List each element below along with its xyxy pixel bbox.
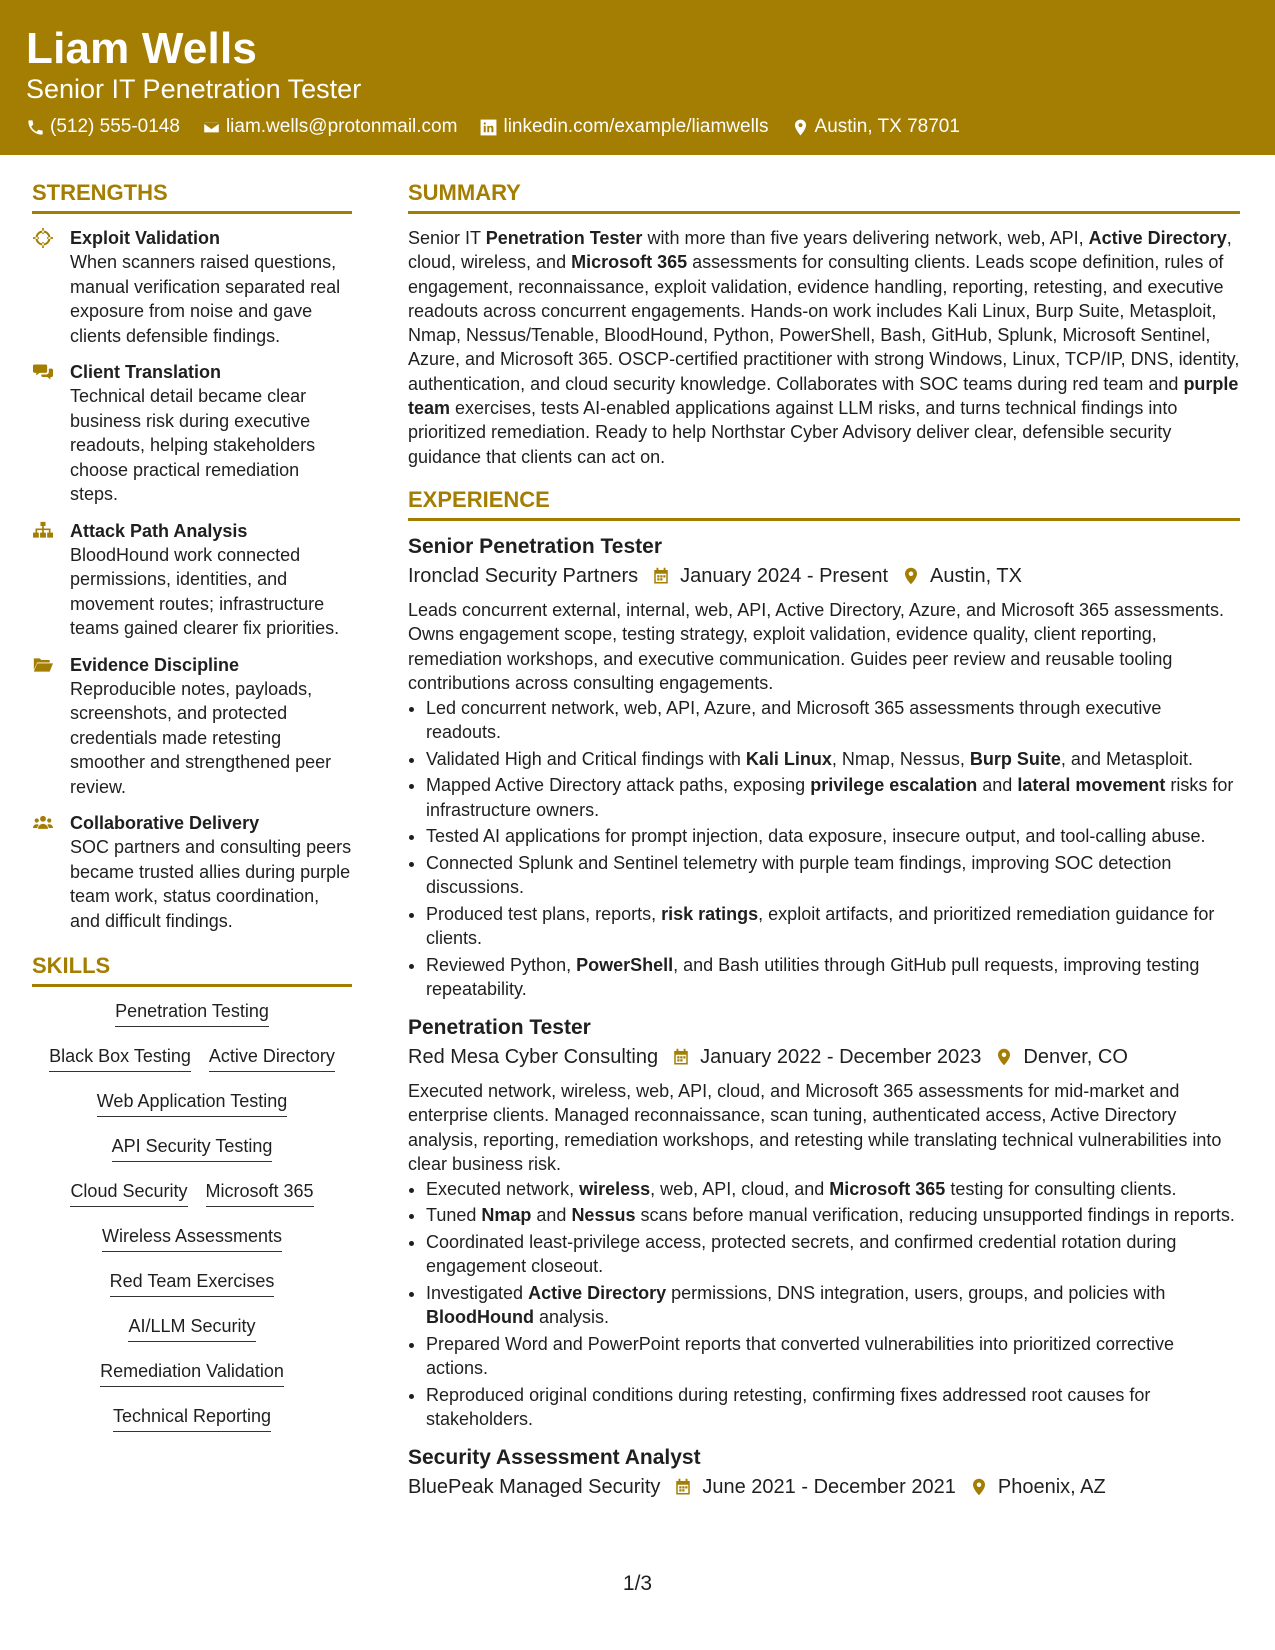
job-bullets xyxy=(408,696,1240,1002)
job-bullet: • Coordinated least-privilege access, protected secrets, and confirmed credential rotation during engagement closeout. xyxy=(426,1230,1240,1279)
skill-tag: Cloud Security xyxy=(70,1179,187,1207)
job-description: Leads concurrent external, internal, web, API, Active Directory, Azure, and Microsoft 365 assessments. Owns engagement scope, testing strategy, exploit validation, evidence quality, client reporting, remediation workshops, and executive communication. Guides peer review and reusable tooling contributions across consulting engagements. xyxy=(408,599,1225,694)
skill-tag: Microsoft 365 xyxy=(206,1179,314,1207)
linkedin-text: linkedin.com/example/liamwells xyxy=(503,116,769,137)
strength-item xyxy=(32,519,352,641)
job-bullet: • Investigated Active Directory permissions, DNS integration, users, groups, and policies with BloodHound analysis. xyxy=(426,1281,1240,1330)
strength-desc: Reproducible notes, payloads, screenshots, and protected credentials made retesting smoother and strengthened peer review. xyxy=(70,678,332,797)
skill-tag: API Security Testing xyxy=(112,1134,273,1162)
strength-desc: BloodHound work connected permissions, identities, and movement routes; infrastructure teams gained clearer fix priorities. xyxy=(70,544,340,638)
map-pin-icon xyxy=(902,566,920,586)
job-dates: January 2022 - December 2023 xyxy=(700,1045,982,1068)
comments-icon xyxy=(32,362,54,382)
job-entry xyxy=(408,1014,1240,1432)
skill-tag: Black Box Testing xyxy=(49,1044,191,1072)
job-bullet: • Prepared Word and PowerPoint reports that converted vulnerabilities into prioritized corrective actions. xyxy=(426,1332,1240,1381)
job-title: Penetration Tester xyxy=(408,1015,591,1039)
strengths-heading: STRENGTHS xyxy=(32,180,352,214)
strength-item xyxy=(32,360,352,507)
job-title: Senior Penetration Tester xyxy=(408,534,663,558)
job-bullet: • Reviewed Python, PowerShell, and Bash utilities through GitHub pull requests, improving testing repeatability. xyxy=(426,953,1240,1002)
skill-tag: Remediation Validation xyxy=(100,1359,284,1387)
strength-desc: Technical detail became clear business risk during executive readouts, helping stakeholders choose practical remediation steps. xyxy=(70,386,316,504)
strength-item xyxy=(32,226,352,348)
contact-phone[interactable] xyxy=(26,116,180,138)
skill-tag: Penetration Testing xyxy=(115,999,269,1027)
calendar-icon xyxy=(652,566,670,586)
job-bullet: • Tested AI applications for prompt injection, data exposure, insecure output, and tool-calling abuse. xyxy=(426,824,1240,849)
job-bullet: • Tuned Nmap and Nessus scans before manual verification, reducing unsupported findings in reports. xyxy=(426,1203,1240,1228)
strength-desc: SOC partners and consulting peers became trusted allies during purple team work, status coordination, and difficult findings. xyxy=(70,837,352,931)
candidate-role: Senior IT Penetration Tester xyxy=(26,74,362,104)
job-entry xyxy=(408,533,1240,1002)
skill-tag: Technical Reporting xyxy=(113,1404,271,1432)
linkedin-icon xyxy=(479,118,498,137)
skill-tag: AI/LLM Security xyxy=(128,1314,255,1342)
summary-heading: SUMMARY xyxy=(408,180,1240,214)
phone-text: (512) 555-0148 xyxy=(50,116,180,137)
job-bullet: • Mapped Active Directory attack paths, exposing privilege escalation and lateral movement risks for infrastructure owners. xyxy=(426,773,1240,822)
crosshair-icon xyxy=(32,228,54,248)
job-bullets xyxy=(408,1177,1240,1432)
job-bullet: • Reproduced original conditions during retesting, confirming fixes addressed root causes for stakeholders. xyxy=(426,1383,1240,1432)
left-column xyxy=(32,180,352,1449)
strength-item xyxy=(32,811,352,933)
job-meta xyxy=(408,1476,1240,1499)
contact-linkedin[interactable] xyxy=(479,116,768,138)
resume-header xyxy=(0,0,1275,155)
job-bullet: • Connected Splunk and Sentinel telemetry with purple team findings, improving SOC detection discussions. xyxy=(426,851,1240,900)
envelope-icon xyxy=(202,118,221,137)
strength-title: Exploit Validation xyxy=(70,228,221,248)
job-dates: January 2024 - Present xyxy=(680,564,889,587)
skill-tag: Wireless Assessments xyxy=(102,1224,282,1252)
candidate-name: Liam Wells xyxy=(26,24,258,73)
experience-list xyxy=(408,533,1240,1499)
job-company: Ironclad Security Partners xyxy=(408,564,639,587)
map-pin-icon xyxy=(970,1477,988,1497)
strength-item xyxy=(32,653,352,800)
sitemap-icon xyxy=(32,521,54,541)
experience-heading: EXPERIENCE xyxy=(408,487,1240,521)
strength-title: Attack Path Analysis xyxy=(70,520,248,541)
calendar-icon xyxy=(674,1477,692,1497)
users-icon xyxy=(32,813,54,833)
job-bullet: • Executed network, wireless, web, API, cloud, and Microsoft 365 testing for consulting clients. xyxy=(426,1177,1240,1202)
skill-tag: Active Directory xyxy=(209,1044,335,1072)
map-pin-icon xyxy=(791,118,810,137)
contact-location xyxy=(791,116,960,138)
right-column xyxy=(408,180,1240,1509)
calendar-icon xyxy=(672,1047,690,1067)
email-text: liam.wells@protonmail.com xyxy=(225,116,458,137)
job-location: Denver, CO xyxy=(1023,1045,1128,1068)
contact-bar xyxy=(26,116,982,138)
job-bullet: • Led concurrent network, web, API, Azure, and Microsoft 365 assessments through executive readouts. xyxy=(426,696,1240,745)
page-number: 1/3 xyxy=(622,1572,653,1595)
job-meta xyxy=(408,565,1240,588)
map-pin-icon xyxy=(995,1047,1013,1067)
strength-desc: When scanners raised questions, manual verification separated real exposure from noise and gave clients defensible findings. xyxy=(70,252,341,346)
job-location: Phoenix, AZ xyxy=(997,1475,1106,1498)
job-dates: June 2021 - December 2021 xyxy=(702,1475,956,1498)
job-company: Red Mesa Cyber Consulting xyxy=(408,1045,659,1068)
contact-email[interactable] xyxy=(202,116,458,138)
skill-tag: Web Application Testing xyxy=(97,1089,287,1117)
strength-title: Evidence Discipline xyxy=(70,654,240,675)
strength-title: Collaborative Delivery xyxy=(70,813,260,833)
strength-title: Client Translation xyxy=(70,362,222,382)
skills-heading: SKILLS xyxy=(32,953,352,987)
summary-text: Senior IT Penetration Tester with more than five years delivering network, web, API, Active Directory, cloud, wireless, and Microsoft 365 assessments for consulting clients. Leads scope definition, rules of engagement, reconnaissance, exploit validation, evidence handling, reporting, retesting, and executive readouts across concurrent engagements. Hands-on work includes Kali Linux, Burp Suite, Metasploit, Nmap, Nessus/Tenable, BloodHound, Python, PowerShell, Bash, GitHub, Splunk, Microsoft Sentinel, Azure, and Microsoft 365. OSCP-certified practitioner with strong Windows, Linux, TCP/IP, DNS, identity, authentication, and cloud security knowledge. Collaborates with SOC teams during red team and purple team exercises, tests AI-enabled applications against LLM risks, and turns technical findings into prioritized remediation. Ready to help Northstar Cyber Advisory deliver clear, defensible security guidance that clients can act on. xyxy=(408,228,1240,467)
job-bullet: • Produced test plans, reports, risk ratings, exploit artifacts, and prioritized remediation guidance for clients. xyxy=(426,902,1240,951)
skill-tag: Red Team Exercises xyxy=(110,1269,275,1297)
location-text: Austin, TX 78701 xyxy=(814,116,960,137)
skills-list xyxy=(32,999,352,1449)
folder-open-icon xyxy=(32,655,54,675)
job-company: BluePeak Managed Security xyxy=(408,1475,661,1498)
job-bullet: • Validated High and Critical findings with Kali Linux, Nmap, Nessus, Burp Suite, and Metasploit. xyxy=(426,747,1240,772)
phone-icon xyxy=(26,118,45,137)
job-title: Security Assessment Analyst xyxy=(408,1445,701,1469)
job-location: Austin, TX xyxy=(930,564,1022,587)
job-entry xyxy=(408,1444,1240,1499)
job-meta xyxy=(408,1046,1240,1069)
job-description: Executed network, wireless, web, API, cloud, and Microsoft 365 assessments for mid-market and enterprise clients. Managed reconnaissance, scan tuning, authenticated access, Active Directory analysis, reporting, remediation workshops, and retesting while translating technical vulnerabilities into clear business risk. xyxy=(408,1080,1222,1175)
